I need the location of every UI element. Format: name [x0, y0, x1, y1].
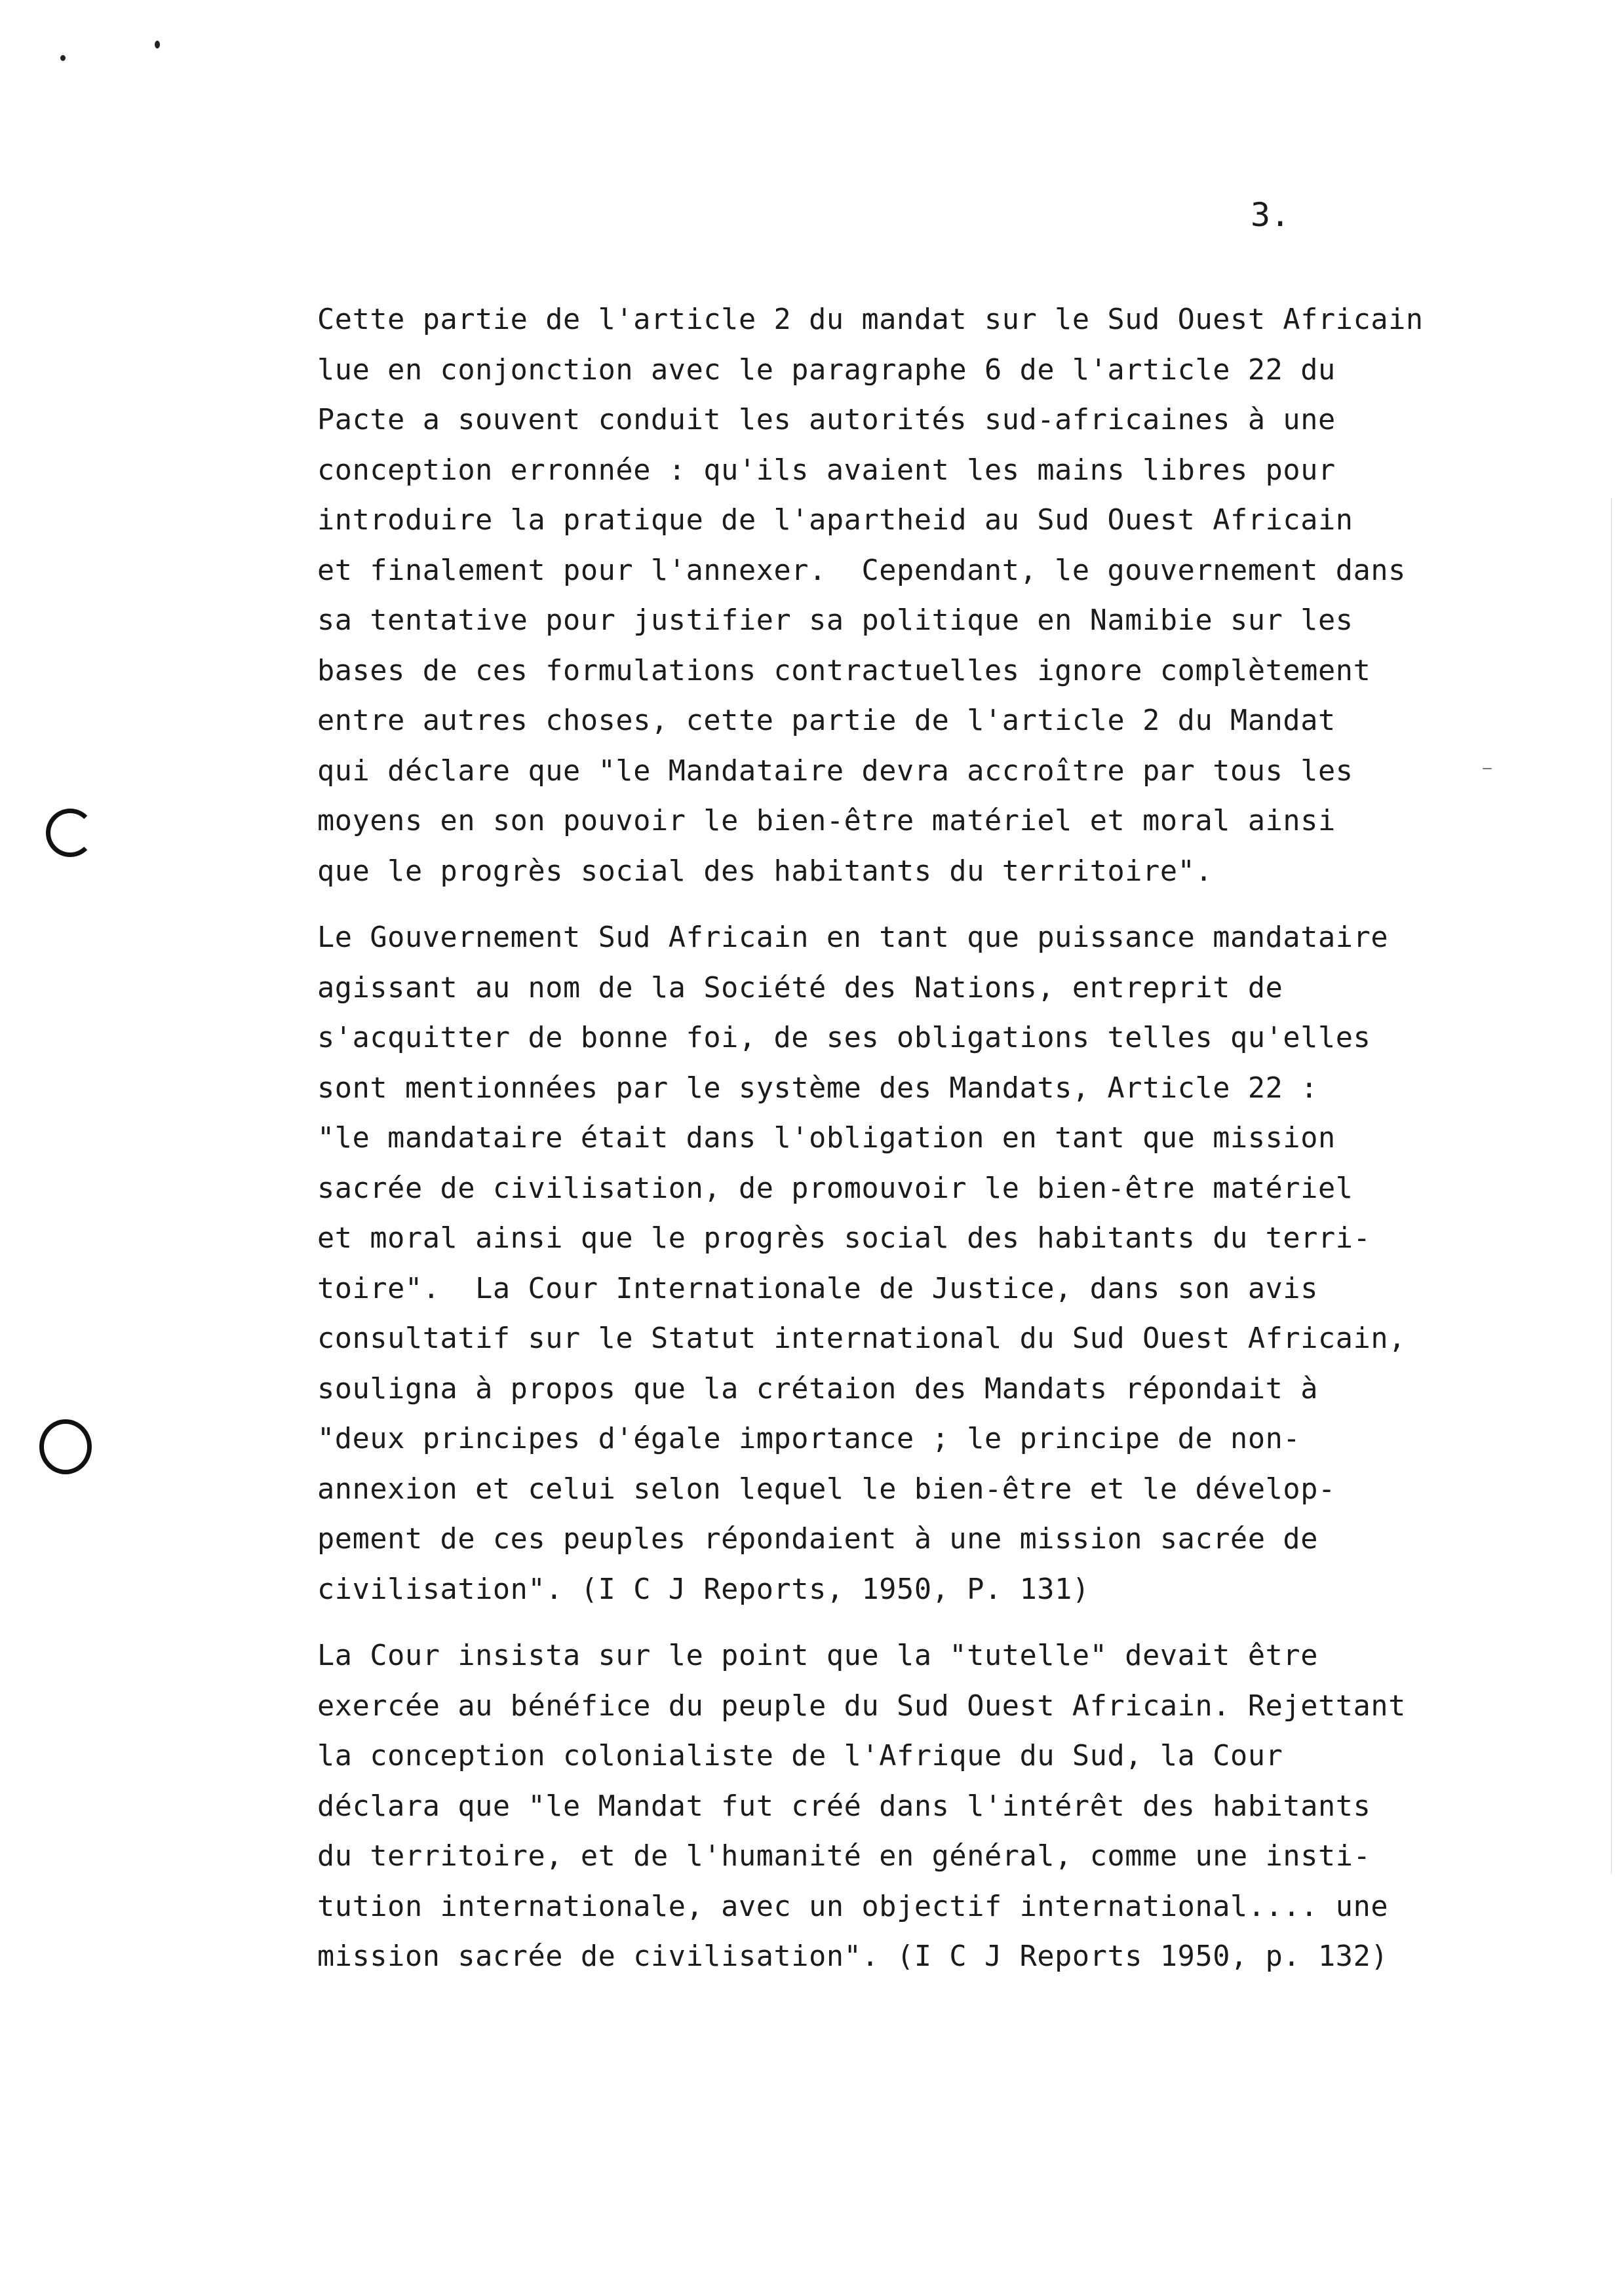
text-line: bases de ces formulations contractuelles ignore complètement: [317, 654, 1371, 687]
text-line: "le mandataire était dans l'obligation en tant que mission: [317, 1122, 1336, 1155]
scan-speck: [155, 41, 160, 48]
text-line: et moral ainsi que le progrès social des habitants du terri-: [317, 1222, 1371, 1255]
scan-speck: [60, 55, 66, 61]
text-line: mission sacrée de civilisation". (I C J Reports 1950, p. 132): [317, 1940, 1389, 1973]
text-line: sacrée de civilisation, de promouvoir le bien-être matériel: [317, 1172, 1353, 1205]
text-line: annexion et celui selon lequel le bien-être et le dévelop-: [317, 1472, 1336, 1506]
text-line: entre autres choses, cette partie de l'article 2 du Mandat: [317, 704, 1336, 737]
scan-edge-line: [1611, 498, 1612, 1874]
text-line: agissant au nom de la Société des Nations, entreprit de: [317, 971, 1283, 1004]
text-line: Le Gouvernement Sud Africain en tant que puissance mandataire: [317, 921, 1389, 954]
text-line: moyens en son pouvoir le bien-être matériel et moral ainsi: [317, 805, 1336, 837]
text-line: La Cour insista sur le point que la "tutelle" devait être: [317, 1639, 1318, 1672]
text-line: qui déclare que "le Mandataire devra accroître par tous les: [317, 754, 1353, 788]
text-line: Pacte a souvent conduit les autorités sud-africaines à une: [317, 404, 1336, 436]
text-line: civilisation". (I C J Reports, 1950, P. 131): [317, 1573, 1090, 1606]
text-line: consultatif sur le Statut international du Sud Ouest Africain,: [317, 1322, 1406, 1355]
paragraph-1: [317, 295, 1536, 896]
text-line: que le progrès social des habitants du territoire".: [317, 854, 1213, 888]
page-number: 3.: [1251, 196, 1291, 234]
text-line: du territoire, et de l'humanité en général, comme une insti-: [317, 1840, 1371, 1873]
text-line: "deux principes d'égale importance ; le principe de non-: [317, 1423, 1301, 1455]
text-line: introduire la pratique de l'apartheid au Sud Ouest Africain: [317, 504, 1353, 537]
text-line: souligna à propos que la crétaion des Mandats répondait à: [317, 1372, 1318, 1406]
text-line: tution internationale, avec un objectif international.... une: [317, 1890, 1389, 1923]
text-line: et finalement pour l'annexer. Cependant, le gouvernement dans: [317, 554, 1406, 587]
text-line: conception erronnée : qu'ils avaient les mains libres pour: [317, 453, 1336, 487]
punch-hole-bottom: [39, 1419, 92, 1474]
text-line: pement de ces peuples répondaient à une mission sacrée de: [317, 1523, 1318, 1556]
text-line: s'acquitter de bonne foi, de ses obligations telles qu'elles: [317, 1022, 1371, 1054]
paragraph-3: [317, 1631, 1536, 1982]
paragraph-2: [317, 913, 1536, 1615]
text-line: déclara que "le Mandat fut créé dans l'intérêt des habitants: [317, 1789, 1371, 1823]
text-line: toire". La Cour Internationale de Justice, dans son avis: [317, 1272, 1318, 1305]
body-text: [317, 295, 1536, 1999]
text-line: sa tentative pour justifier sa politique en Namibie sur les: [317, 604, 1353, 637]
text-line: exercée au bénéfice du peuple du Sud Ouest Africain. Rejettant: [317, 1689, 1406, 1723]
text-line: la conception colonialiste de l'Afrique du Sud, la Cour: [317, 1740, 1283, 1772]
text-line: Cette partie de l'article 2 du mandat sur le Sud Ouest Africain: [317, 303, 1424, 336]
text-line: lue en conjonction avec le paragraphe 6 de l'article 22 du: [317, 353, 1336, 387]
punch-hole-top: [46, 809, 94, 857]
text-line: sont mentionnées par le système des Mandats, Article 22 :: [317, 1071, 1318, 1105]
